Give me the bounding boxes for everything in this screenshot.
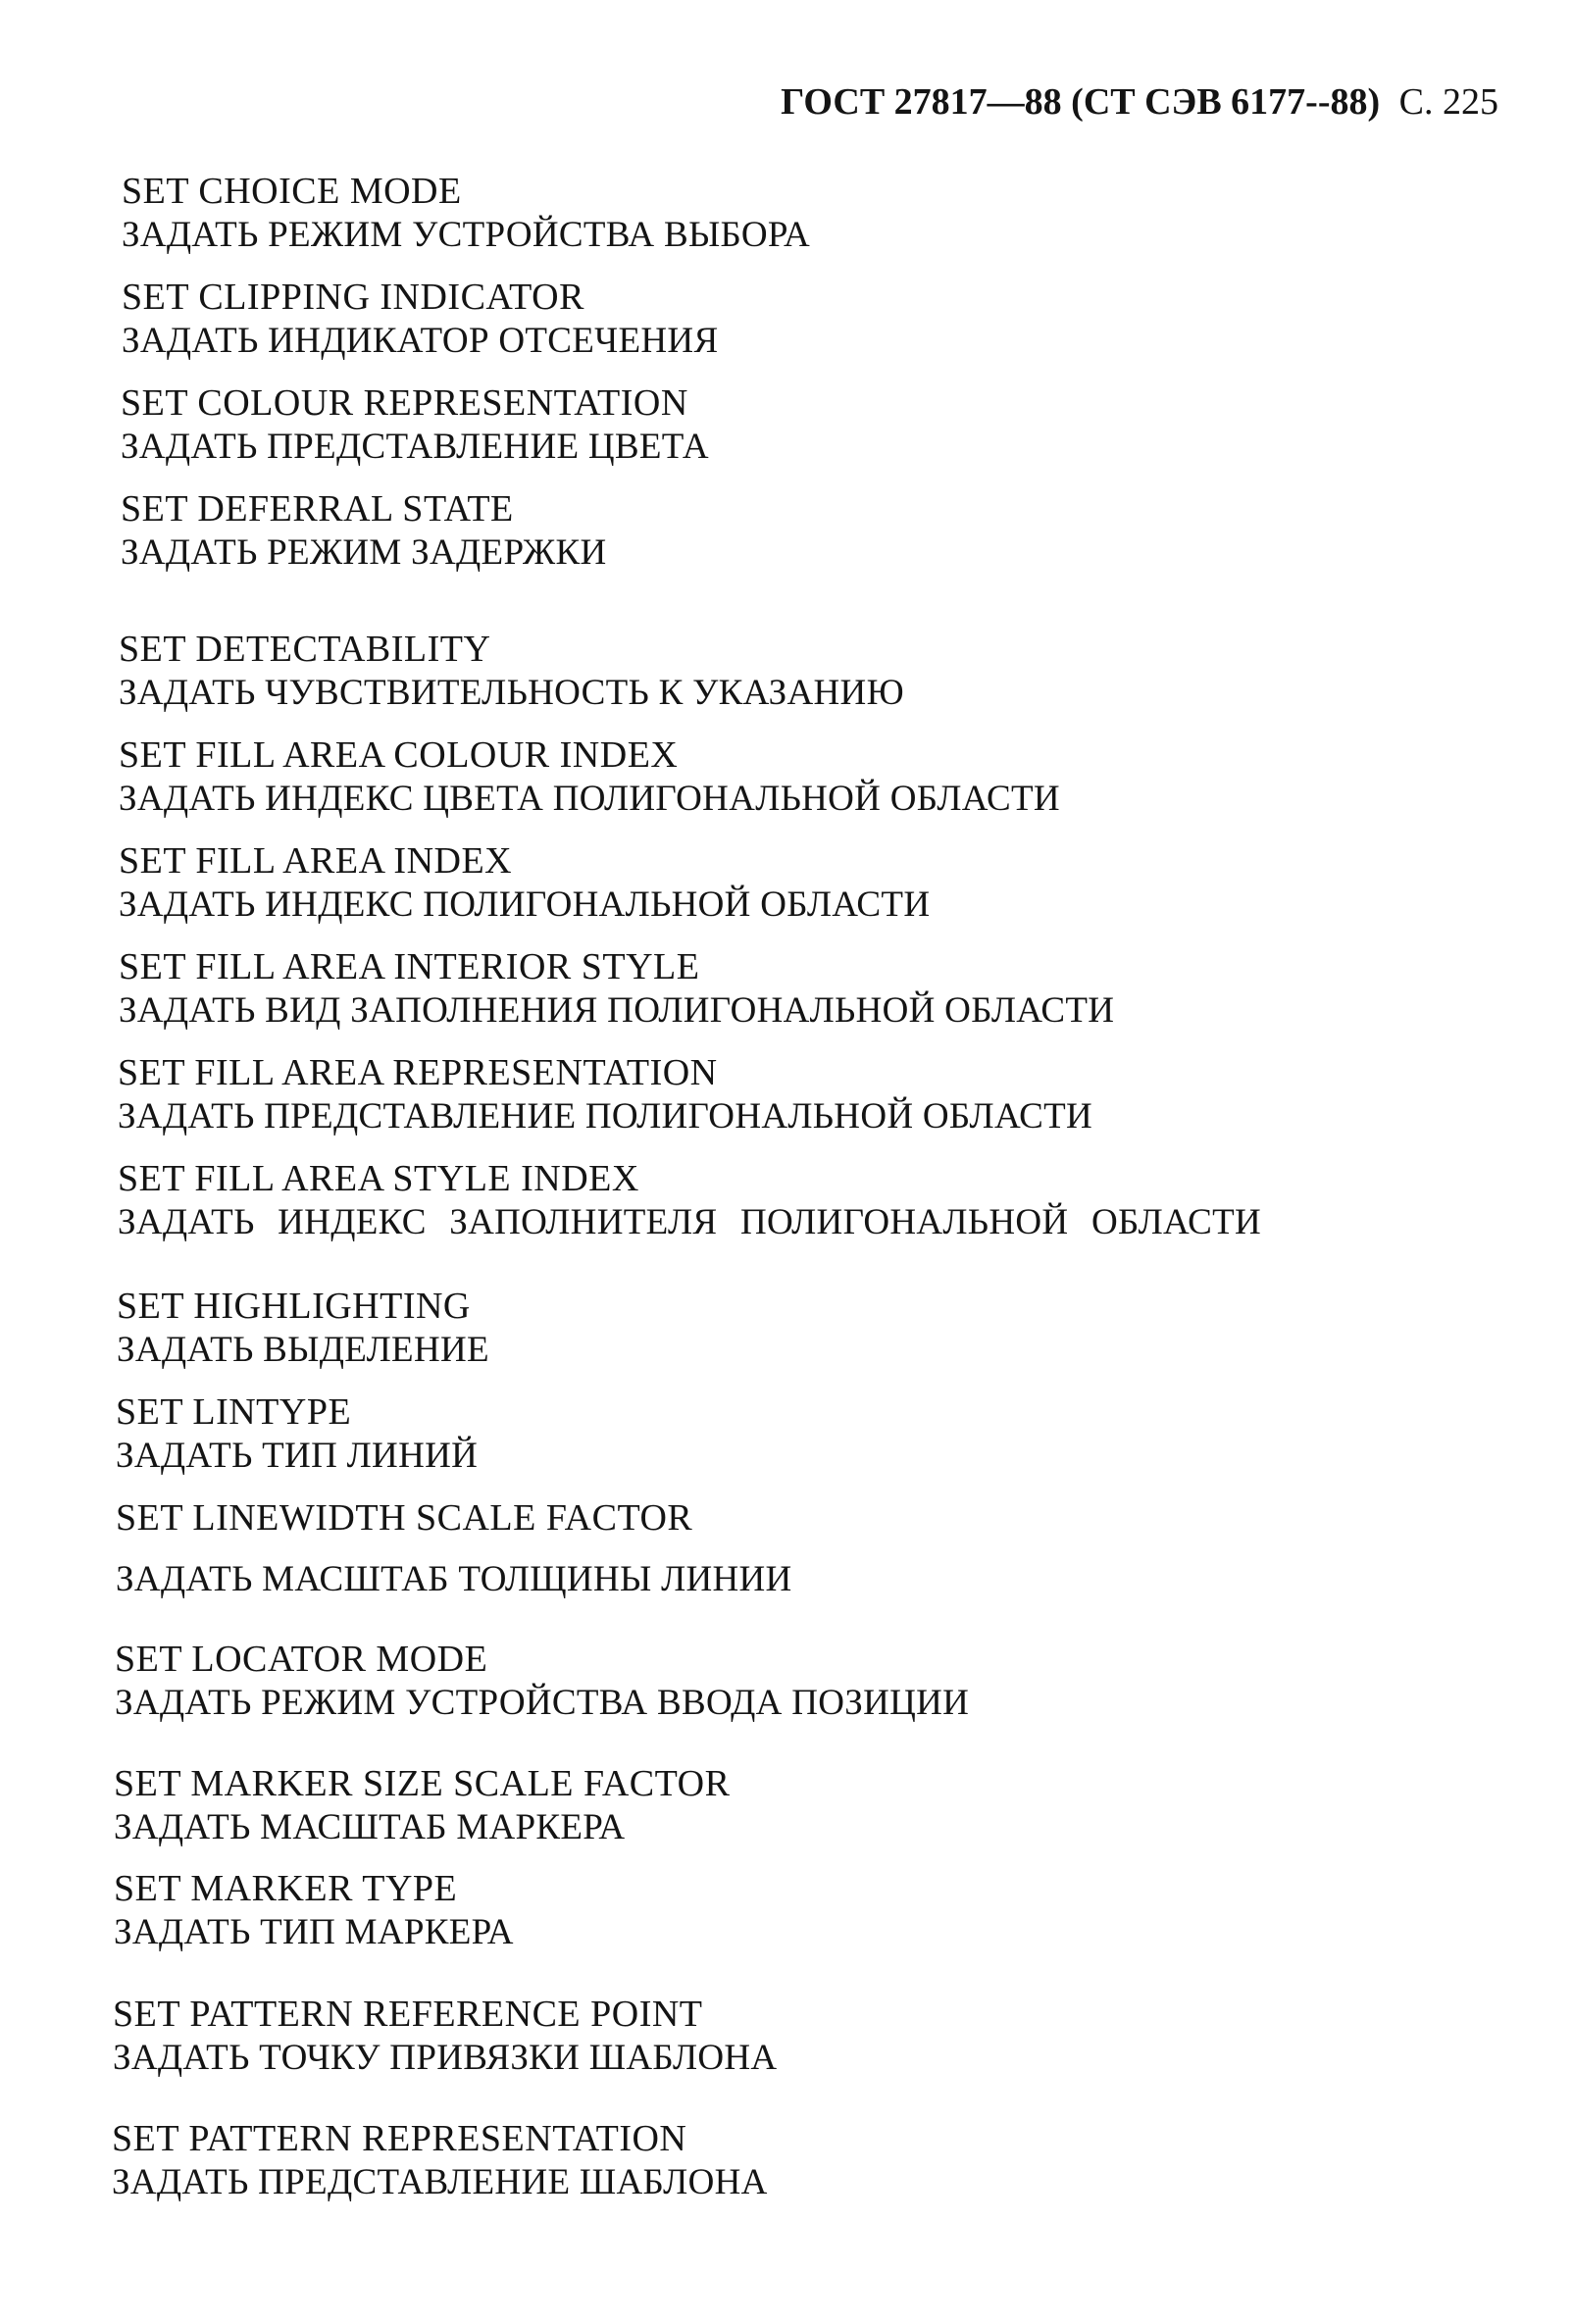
term-en: SET MARKER TYPE bbox=[114, 1868, 458, 1909]
term-ru: ЗАДАТЬ ИНДЕКС ПОЛИГОНАЛЬНОЙ ОБЛАСТИ bbox=[119, 884, 931, 925]
term-en: SET COLOUR REPRESENTATION bbox=[121, 382, 688, 424]
term-en: SET LOCATOR MODE bbox=[115, 1639, 488, 1680]
term-entry bbox=[112, 2117, 768, 2205]
term-ru: ЗАДАТЬ ТОЧКУ ПРИВЯЗКИ ШАБЛОНА bbox=[113, 2038, 778, 2078]
term-ru: ЗАДАТЬ ТИП ЛИНИЙ bbox=[116, 1436, 479, 1476]
term-en: SET FILL AREA REPRESENTATION bbox=[118, 1052, 718, 1093]
term-ru: ЗАДАТЬ ИНДИКАТОР ОТСЕЧЕНИЯ bbox=[122, 321, 719, 361]
term-entry bbox=[114, 1867, 514, 1955]
term-entry bbox=[119, 628, 904, 716]
term-en: SET DETECTABILITY bbox=[119, 629, 491, 670]
term-entry bbox=[118, 1051, 1092, 1139]
term-ru: ЗАДАТЬ ВЫДЕЛЕНИЕ bbox=[117, 1330, 489, 1370]
page-header bbox=[781, 80, 1498, 124]
term-en: SET FILL AREA STYLE INDEX bbox=[118, 1158, 639, 1199]
term-entry bbox=[116, 1496, 792, 1602]
term-entry bbox=[119, 733, 1060, 822]
term-ru: ЗАДАТЬ ВИД ЗАПОЛНЕНИЯ ПОЛИГОНАЛЬНОЙ ОБЛАСТИ bbox=[119, 990, 1115, 1031]
term-entry bbox=[121, 381, 709, 470]
term-ru: ЗАДАТЬ МАСШТАБ МАРКЕРА bbox=[114, 1807, 626, 1847]
term-ru: ЗАДАТЬ ПРЕДСТАВЛЕНИЕ ПОЛИГОНАЛЬНОЙ ОБЛАСТИ bbox=[118, 1096, 1093, 1137]
term-entry bbox=[121, 487, 606, 576]
term-entry bbox=[119, 839, 930, 928]
term-en: SET FILL AREA COLOUR INDEX bbox=[119, 734, 679, 776]
term-ru: ЗАДАТЬ МАСШТАБ ТОЛЩИНЫ ЛИНИИ bbox=[116, 1559, 792, 1599]
term-en: SET PATTERN REFERENCE POINT bbox=[113, 1994, 703, 2035]
term-entry bbox=[119, 945, 1114, 1034]
term-en: SET FILL AREA INTERIOR STYLE bbox=[119, 946, 700, 987]
term-en: SET CLIPPING INDICATOR bbox=[122, 277, 584, 318]
term-en: SET FILL AREA INDEX bbox=[119, 840, 513, 882]
term-entry bbox=[113, 1993, 777, 2081]
term-en: SET CHOICE MODE bbox=[122, 171, 462, 212]
term-entry bbox=[122, 276, 718, 364]
term-ru: ЗАДАТЬ ПРЕДСТАВЛЕНИЕ ШАБЛОНА bbox=[112, 2162, 768, 2202]
term-en: SET PATTERN REPRESENTATION bbox=[112, 2118, 687, 2159]
standard-designation: ГОСТ 27817—88 (СТ СЭВ 6177--88) bbox=[781, 81, 1381, 123]
page-number: С. 225 bbox=[1398, 81, 1498, 123]
term-entry bbox=[115, 1638, 969, 1726]
term-en: SET DEFERRAL STATE bbox=[121, 488, 514, 530]
term-entry bbox=[117, 1285, 489, 1373]
term-entry bbox=[114, 1762, 730, 1850]
term-en: SET LINEWIDTH SCALE FACTOR bbox=[116, 1497, 693, 1539]
term-entry bbox=[118, 1157, 1261, 1245]
term-entry bbox=[122, 170, 810, 258]
term-en: SET HIGHLIGHTING bbox=[117, 1286, 471, 1327]
term-ru: ЗАДАТЬ РЕЖИМ ЗАДЕРЖКИ bbox=[121, 532, 607, 573]
term-en: SET LINTYPE bbox=[116, 1391, 352, 1433]
term-entry bbox=[116, 1390, 478, 1479]
term-ru: ЗАДАТЬ ПРЕДСТАВЛЕНИЕ ЦВЕТА bbox=[121, 427, 709, 467]
term-ru: ЗАДАТЬ ЧУВСТВИТЕЛЬНОСТЬ К УКАЗАНИЮ bbox=[119, 673, 904, 713]
term-en: SET MARKER SIZE SCALE FACTOR bbox=[114, 1763, 731, 1804]
term-ru: ЗАДАТЬ ИНДЕКС ЗАПОЛНИТЕЛЯ ПОЛИГОНАЛЬНОЙ ОБЛАСТИ bbox=[118, 1202, 1262, 1242]
term-ru: ЗАДАТЬ РЕЖИМ УСТРОЙСТВА ВВОДА ПОЗИЦИИ bbox=[115, 1683, 970, 1723]
term-ru: ЗАДАТЬ РЕЖИМ УСТРОЙСТВА ВЫБОРА bbox=[122, 215, 811, 255]
term-ru: ЗАДАТЬ ИНДЕКС ЦВЕТА ПОЛИГОНАЛЬНОЙ ОБЛАСТИ bbox=[119, 779, 1060, 819]
term-ru: ЗАДАТЬ ТИП МАРКЕРА bbox=[114, 1912, 514, 1952]
